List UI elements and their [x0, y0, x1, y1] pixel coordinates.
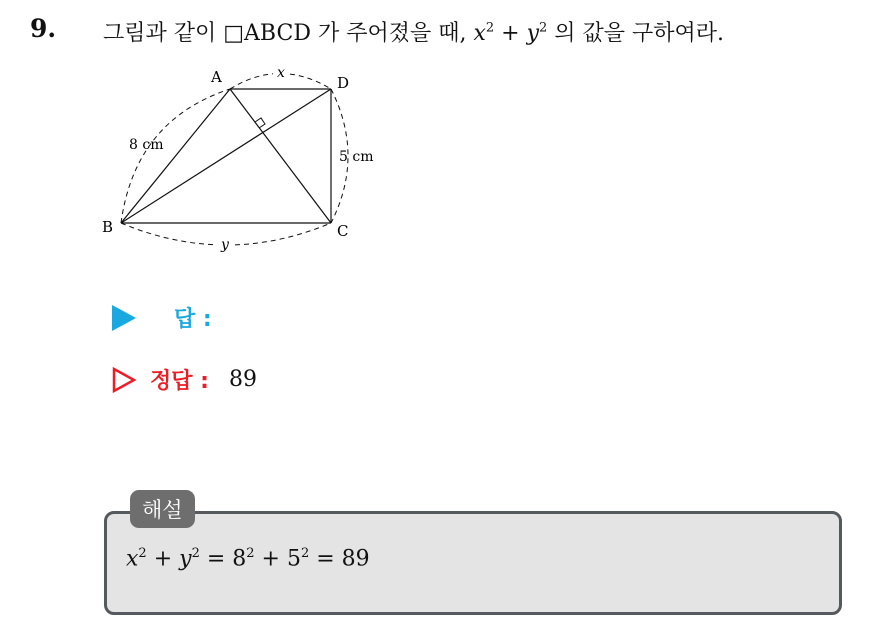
correct-answer-value: 89 — [228, 367, 257, 392]
solution-plus-2: + 5 — [254, 546, 301, 572]
solution-exp-y: 2 — [191, 546, 200, 561]
question-text-after: 의 값을 구하여라. — [547, 21, 725, 46]
diagonal-ac — [230, 89, 331, 223]
solution-eq-1: = 8 — [199, 546, 247, 572]
solution-eq-2: = 89 — [309, 546, 370, 572]
question-plus: + — [494, 21, 527, 46]
diagonal-bd — [121, 89, 331, 223]
solution-exp-8: 2 — [246, 546, 255, 561]
answer-label: 답 : — [174, 307, 212, 332]
vertex-d-label: D — [337, 74, 350, 92]
question-var-x: x — [473, 21, 486, 46]
solution-exp-x: 2 — [138, 546, 147, 561]
solution-tab: 해설 — [130, 490, 195, 528]
quadrilateral-figure — [95, 60, 395, 260]
solution-exp-5: 2 — [300, 546, 310, 561]
question-exp-x: 2 — [485, 20, 495, 36]
right-angle-mark — [255, 118, 265, 128]
outline-triangle-icon — [112, 367, 136, 393]
vertex-a-label: A — [211, 68, 222, 86]
question-number: 9. — [30, 14, 57, 43]
solution-var-x: x — [126, 546, 139, 572]
vertex-c-label: C — [337, 222, 349, 240]
question-exp-y: 2 — [539, 20, 548, 36]
vertex-b-label: B — [102, 218, 114, 236]
correct-answer-label: 정답 : — [150, 369, 209, 394]
edge-ab — [121, 89, 230, 223]
play-triangle-icon — [112, 305, 136, 331]
solution-equation — [126, 546, 370, 571]
solution-plus-1: + — [146, 546, 180, 572]
side-dc-label: 5 cm — [339, 149, 374, 165]
arc-x-label: x — [277, 65, 285, 81]
side-ab-label: 8 cm — [129, 137, 164, 153]
correct-answer-row — [112, 364, 257, 395]
question-text-before: 그림과 같이 □ABCD 가 주어졌을 때, — [103, 21, 474, 46]
solution-var-y: y — [179, 546, 192, 572]
question-text — [103, 16, 724, 47]
answer-row — [112, 302, 212, 333]
question-var-y: y — [526, 21, 540, 46]
arc-y-label: y — [221, 237, 229, 253]
